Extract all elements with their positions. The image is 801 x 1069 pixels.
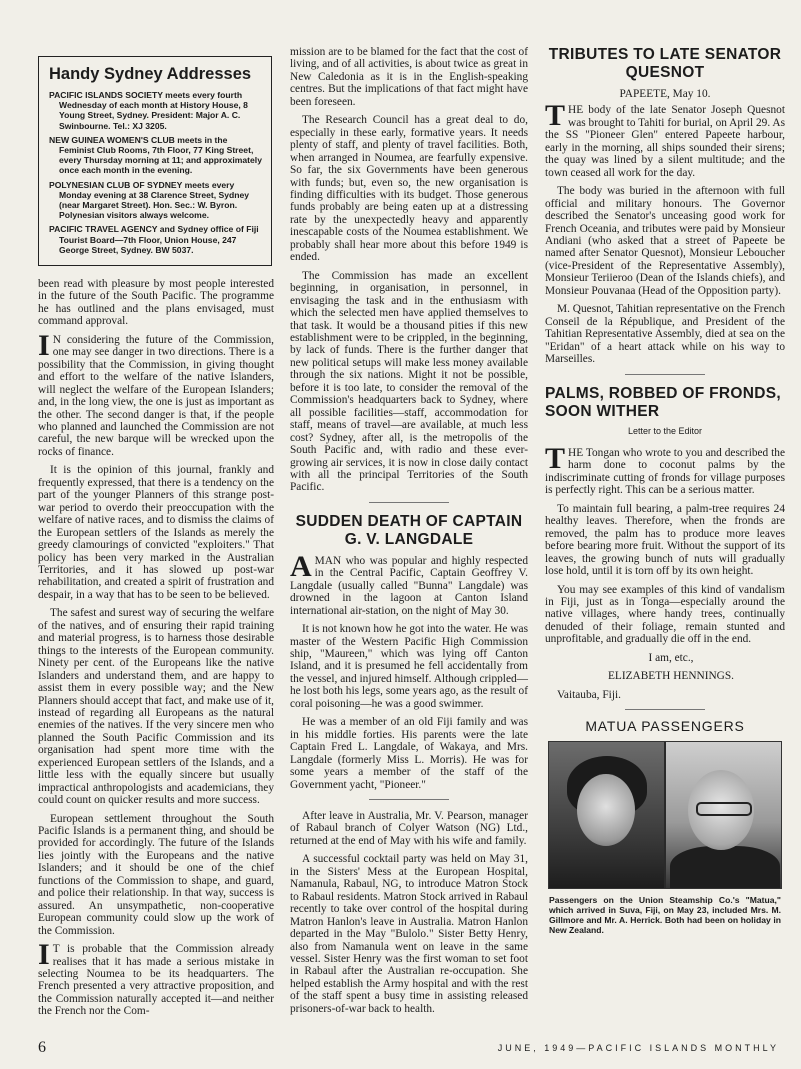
divider <box>369 799 449 800</box>
paragraph: The body was buried in the afternoon with full official and military honours. The Governor described the Senator's unceasing good work for French Oceania, and tributes were paid by Monsieur Andiani (who asked that a street of Papeete be named after Senator Quesnot), Monsieur Leboucher (vice-President of the Representative Assembly), Monsieur Teriieroo (Dean of the Islands chiefs), and Monsieur Pouvanaa (Head of the Opposition party). <box>545 185 785 297</box>
signer: ELIZABETH HENNINGS. <box>607 670 735 683</box>
running-head: JUNE, 1949—PACIFIC ISLANDS MONTHLY <box>497 1043 779 1053</box>
page-footer <box>38 1039 779 1061</box>
divider <box>625 709 705 710</box>
column-2 <box>290 46 528 1021</box>
paragraph: mission are to be blamed for the fact that the cost of living, and of all activities, is about twice as great in New Caledonia as it is in the English-speaking centres. But the implications of that fact might have been foreseen. <box>290 46 528 108</box>
photo-caption: Passengers on the Union Steamship Co.'s "Matua," which arrived in Suva, Fiji, on May 23, included Mrs. M. Gillmore and Mr. A. Herrick. Both had been on holiday in New Zealand. <box>549 894 781 935</box>
addresses-title: Handy Sydney Addresses <box>49 65 252 83</box>
sign-off: I am, etc., <box>648 651 694 664</box>
paragraph: The Commission has made an excellent beginning, in organisation, in personnel, in envisaging the task and in the enthusiasm with which the selected men have applied themselves to that task. It would be a thousand pities if this new establishment were to be crippled, in the beginning, by lack of funds. There is the further danger that new political setups will make less money available through the six nations. Might it not be possible, before it is too late, to consider the removal of the Commission's headquarters back to Sydney, where all possible facilities—staff, accommodation for staff, means of travel—are available, at much less cost? Sydney, after all, is the metropolis of the South Pacific and, with radio and these ever-growing air services, it is now in close daily contact with all the principal Territories of the South Pacific. <box>290 269 528 494</box>
addresses-box <box>38 56 272 266</box>
paragraph: It is the opinion of this journal, frankly and frequently expressed, that there is a tendency on the part of the younger Planners of this strange post-war period to overdo their preoccupation with the welfare of native races, and to dismiss the claims of the European settlers of the Islands as merely the greedy clamourings of convicted "exploiters." That policy has been very marked in the Australian Territories, and it has slowed up post-war rehabilitation, and created a spirit of frustration and despair, in a way that has to be seen to be believed. <box>38 464 274 601</box>
paragraph: IT is probable that the Commission already realises that it has made a serious mistake in selecting Noumea to be its headquarters. The French presented a very attractive proposition, and the Commission naturally accepted it—and neither the French nor the Com- <box>38 938 274 1018</box>
paragraph: IN considering the future of the Commission, one may see danger in two directions. There is a possibility that the Commission, in giving thought and effort to the welfare of the native Islanders, will neglect the welfare of the European Islanders; and, in the long view, the one is just as important as the other. The second danger is that, if the people who planned and launched the Commission are not careful, the new barque will be wrecked upon the rocks of finance. <box>38 328 274 458</box>
death-headline: SUDDEN DEATH OF CAPTAIN G. V. LANGDALE <box>295 512 523 548</box>
divider <box>369 502 449 503</box>
matua-title: MATUA PASSENGERS <box>585 718 745 735</box>
address-entry: POLYNESIAN CLUB OF SYDNEY meets every Monday evening at 38 Clarence Street, Sydney (near Margaret Street). Hon. Sec.: W. Byron. Polynesian visitors always welcome. <box>49 179 250 221</box>
paragraph: A successful cocktail party was held on May 31, in the Sisters' Mess at the European Hospital, Namanula, Rabaul, NG, to introduce Matron Stock to Rabaul residents. Matron Stock arrived in Rabaul recently to take over control of the hospital during Matron Hanlon's leave in Australia. Matron Hanlon departed in the May "Bulolo." Sister Betty Henry, also from Namanula went on leave in the same vessel. Sister Henry was the first woman to set foot in Rabaul after the Australian re-occupation. She helped establish the Army hospital and with the rest of the staff spent a busy time in assisting released prisoners-of-war back to health. <box>290 853 528 1015</box>
paragraph: The safest and surest way of securing the welfare of the natives, and of ensuring their rapid training and material progress, is to harness those desirable things to the interests of the European community. Ninety per cent. of the Europeans like the native Islanders and understand them, and are happy to assist them in every possible way; and the New Planners should accept that fact, and make use of it, instead of regarding all Europeans as the natural enemies of the natives. If the very sincere men who planned the South Pacific Commission and its organisation had spent more time with the experienced European settlers of the Islands, and a little less with the equally sincere but usually impractical anthropologists and academicians, they could count on quicker results and more success. <box>38 607 274 807</box>
paragraph: THE body of the late Senator Joseph Quesnot was brought to Tahiti for burial, on April 29. As the SS "Pioneer Glen" entered Papeete harbour, early in the morning, all ships sounded their sirens; the quay was lined by a silent multitude; and the town ceased all work for the day. <box>545 99 785 179</box>
page-number: 6 <box>38 1039 46 1056</box>
paragraph: European settlement throughout the South Pacific Islands is a permanent thing, and should be provided for accordingly. The future of the Islands lies jointly with the Europeans and the native Islanders; and it should be one of the chief functions of the Commission to shape, and guard, and police their relationship. In that way, success is assured. An unsympathetic, non-cooperative European community could slow up the work of the Commission. <box>38 812 274 937</box>
tributes-headline: TRIBUTES TO LATE SENATOR QUESNOT <box>548 46 782 81</box>
byline: Letter to the Editor <box>627 425 703 436</box>
paragraph: You may see examples of this kind of vandalism in Fiji, just as in Tonga—especially around the native villages, where handy trees, continually denuded of their foliage, remain stunted and unprofitable, and gradually die off in the end. <box>545 583 785 646</box>
paragraph: The Research Council has a great deal to do, especially in these early, formative years. It needs plenty of staff, and plenty of travel facilities. Both, when arranged in Noumea, are fearfully expensive. So far, the six Governments have been generous with funds; but, even so, the new organisation is finding difficulties with its budget. Those generous funds probably are being eaten up at a distressing rate by the unexpectedly heavy and apparently inescapable costs of the Noumea establishment. We probably shall hear more about this before 1949 is ended. <box>290 114 528 264</box>
paragraph: THE Tongan who wrote to you and described the harm done to coconut palms by the indiscriminate cutting of fronds for village purposes is perfectly right. This can be a serious matter. <box>545 441 785 497</box>
dateline: PAPEETE, May 10. <box>619 88 711 100</box>
column-3 <box>545 46 785 935</box>
paragraph: M. Quesnot, Tahitian representative on the French Conseil de la République, and President of the Tahitian Representative Assembly, died at sea on the "Eridan" of a heart attack while on his way to Marseilles. <box>545 303 785 366</box>
address-entry: PACIFIC TRAVEL AGENCY and Sydney office of Fiji Tourist Board—7th Floor, Union House, 247 George Street, Sydney. BW 5037. <box>49 224 259 255</box>
paragraph: After leave in Australia, Mr. V. Pearson, manager of Rabaul branch of Colyer Watson (NG) Ltd., returned at the end of May with his wife and family. <box>290 810 528 847</box>
palms-headline: PALMS, ROBBED OF FRONDS, SOON WITHER <box>545 384 781 420</box>
paragraph: He was a member of an old Fiji family and was in his middle forties. His parents were the late Captain Fred L. Langdale, of Wakaya, and Mrs. Langdale (formerly Miss L. Morris). He was for some years a member of the staff of the Government yacht, "Pioneer." <box>290 716 528 791</box>
photo-man <box>666 742 781 888</box>
address-entry: NEW GUINEA WOMEN'S CLUB meets in the Feminist Club Rooms, 7th Floor, 77 King Street, every Thursday morning at 11; and approximately once each month in the evening. <box>49 134 262 176</box>
passengers-photo <box>548 741 782 889</box>
paragraph: To maintain full bearing, a palm-tree requires 24 healthy leaves. Therefore, when the fronds are removed, the palm has to produce more leaves before bearing more fruit. Without the support of its leaves, the growing bunch of nuts will gradually lose hold, until it is torn off by its own height. <box>545 502 785 578</box>
divider <box>625 374 705 375</box>
paragraph: been read with pleasure by most people interested in the future of the South Pacific. The programme he has outlined and the plans envisaged, must command approval. <box>38 278 274 328</box>
photo-woman <box>549 742 664 888</box>
address-entry: PACIFIC ISLANDS SOCIETY meets every fourth Wednesday of each month at History House, 8 Young Street, Sydney. President: Major A. C. Swinbourne. Tel.: XJ 3205. <box>49 90 248 131</box>
signer-place: Vaitauba, Fiji. <box>557 688 621 701</box>
paragraph: It is not known how he got into the water. He was master of the Western Pacific High Commission ship, "Maureen," which was lying off Canton Island, and it is presumed he fell accidentally from the vessel, and injured himself. Although crippled—he lost both his legs, some years ago, as the result of coral poisoning—he was a good swimmer. <box>290 623 528 710</box>
paragraph: AMAN who was popular and highly respected in the Central Pacific, Captain Geoffrey V. Langdale (usually called "Bunna" Langdale) was drowned in the lagoon at Canton Island international air-station, on the night of May 30. <box>290 549 528 617</box>
column-1 <box>38 278 274 1024</box>
